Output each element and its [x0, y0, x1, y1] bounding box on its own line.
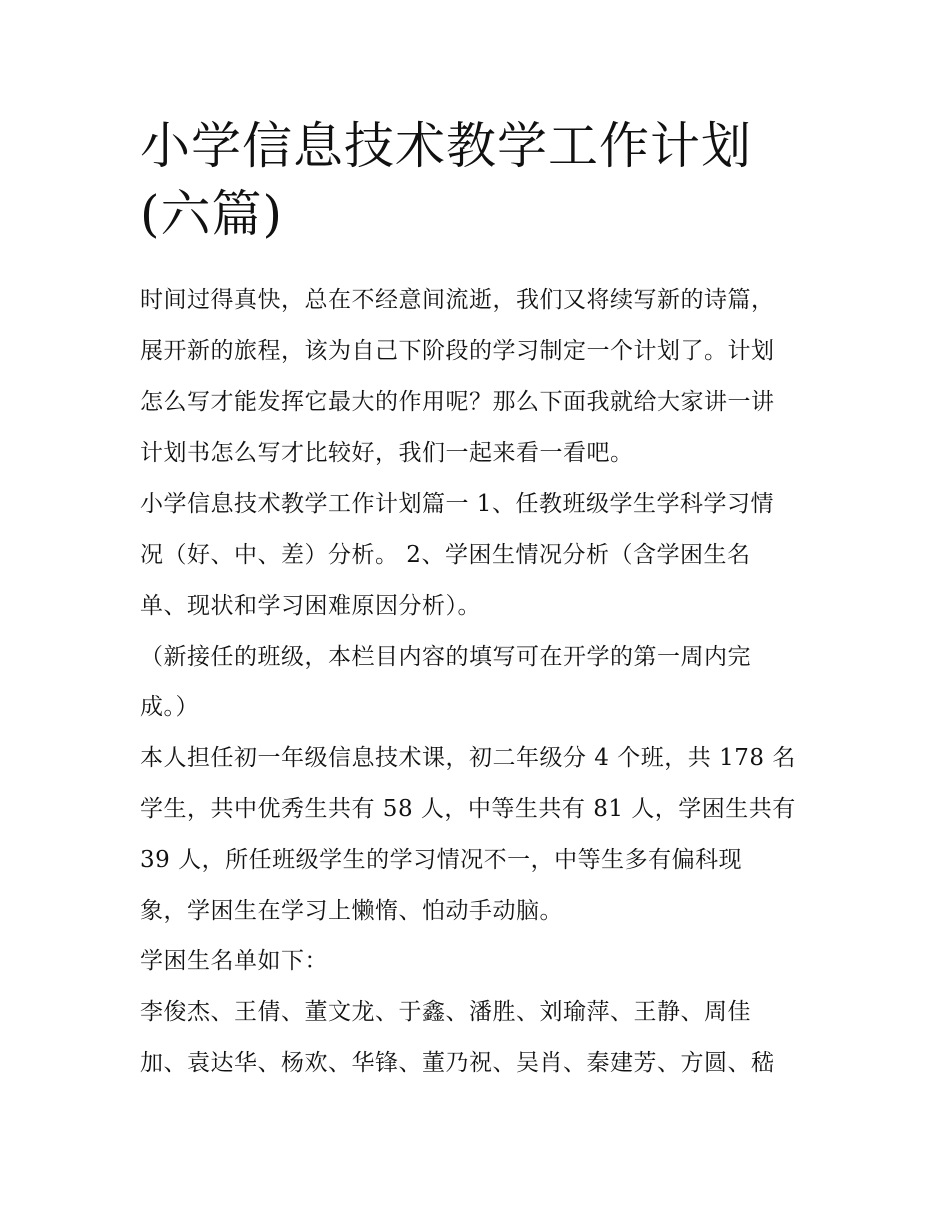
paragraph-line: 况（好、中、差）分析。 2、学困生情况分析（含学困生名 — [140, 542, 751, 568]
paragraph-line: 加、袁达华、杨欢、华锋、董乃祝、吴肖、秦建芳、方圆、嵇 — [140, 1050, 775, 1076]
paragraph-line: 展开新的旅程，该为自己下阶段的学习制定一个计划了。计划 — [140, 338, 775, 364]
paragraph-line: 学生，共中优秀生共有 58 人，中等生共有 81 人，学困生共有 — [140, 796, 796, 822]
paragraph-line: 成。） — [140, 694, 199, 720]
paragraph-line: 象，学困生在学习上懒惰、怕动手动脑。 — [140, 898, 563, 924]
paragraph-line: 时间过得真快，总在不经意间流逝，我们又将续写新的诗篇， — [140, 287, 775, 313]
paragraph-line: 学困生名单如下： — [140, 948, 328, 974]
paragraph-line: 李俊杰、王倩、董文龙、于鑫、潘胜、刘瑜萍、王静、周佳 — [140, 999, 751, 1025]
paragraph-line: 计划书怎么写才比较好，我们一起来看一看吧。 — [140, 440, 634, 466]
paragraph-line: 单、现状和学习困难原因分析）。 — [140, 593, 481, 619]
paragraph-line: 小学信息技术教学工作计划篇一 1、任教班级学生学科学习情 — [140, 491, 774, 517]
paragraph-line: 本人担任初一年级信息技术课，初二年级分 4 个班，共 178 名 — [140, 745, 796, 771]
document-title: 小学信息技术教学工作计划(六篇) — [140, 117, 752, 243]
paragraph-line: 怎么写才能发挥它最大的作用呢？那么下面我就给大家讲一讲 — [140, 389, 775, 415]
paragraph-line: 39 人，所任班级学生的学习情况不一，中等生多有偏科现 — [140, 847, 743, 873]
paragraph-line: （新接任的班级，本栏目内容的填写可在开学的第一周内完 — [140, 644, 751, 670]
